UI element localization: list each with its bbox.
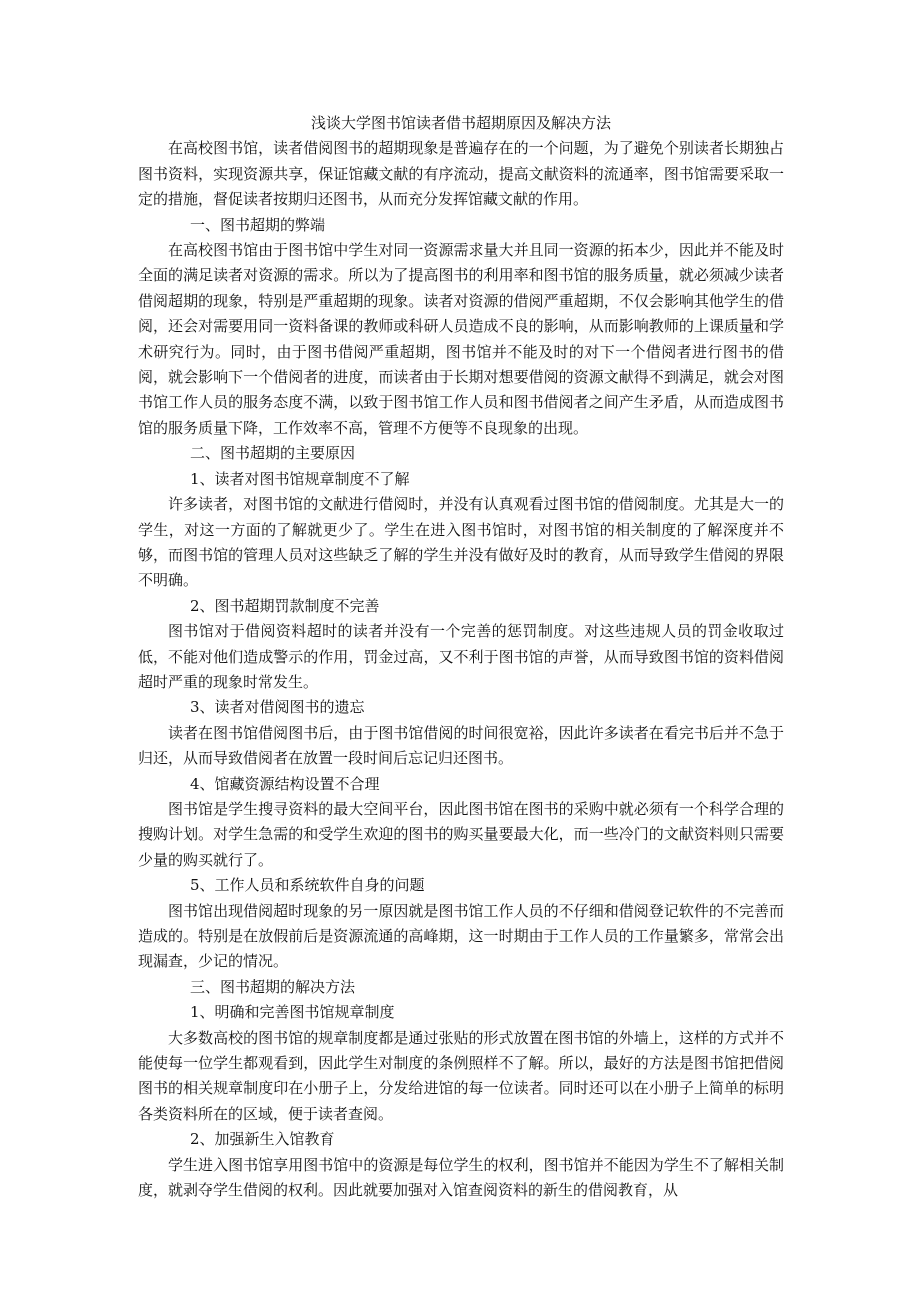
document-page — [138, 111, 784, 1203]
subsection-heading-2-5: 5、工作人员和系统软件自身的问题 — [190, 876, 425, 895]
subsection-paragraph-3-2: 学生进入图书馆享用图书馆中的资源是每位学生的权利，图书馆并不能因为学生不了解相关制度，就剥夺学生借阅的权利。因此就要加强对入馆查阅资料的新生的借阅教育，从 — [138, 1155, 784, 1200]
subsection-heading-2-1: 1、读者对图书馆规章制度不了解 — [190, 469, 410, 488]
intro-paragraph: 在高校图书馆，读者借阅图书的超期现象是普遍存在的一个问题，为了避免个别读者长期独占图书资料，实现资源共享，保证馆藏文献的有序流动，提高文献资料的流通率，图书馆需要采取一定的措施，督促读者按期归还图书，从而充分发挥馆藏文献的作用。 — [138, 139, 784, 209]
section-heading-1: 一、图书超期的弊端 — [190, 215, 326, 234]
subsection-heading-2-4: 4、馆藏资源结构设置不合理 — [190, 774, 380, 793]
subsection-paragraph-2-3: 读者在图书馆借阅图书后，由于图书馆借阅的时间很宽裕，因此许多读者在看完书后并不急于归还，从而导致借阅者在放置一段时间后忘记归还图书。 — [138, 723, 784, 768]
section-1-paragraph: 在高校图书馆由于图书馆中学生对同一资源需求量大并且同一资源的拓本少，因此并不能及时全面的满足读者对资源的需求。所以为了提高图书的利用率和图书馆的服务质量，就必须减少读者借阅超期的现象，特别是严重超期的现象。读者对资源的借阅严重超期，不仅会影响其他学生的借阅，还会对需要用同一资料备课的教师或科研人员造成不良的影响，从而影响教师的上课质量和学术研究行为。同时，由于图书借阅严重超期，图书馆并不能及时的对下一个借阅者进行图书的借阅，就会影响下一个借阅者的进度，而读者由于长期对想要借阅的资源文献得不到满足，就会对图书馆工作人员的服务态度不满，以致于图书馆工作人员和图书借阅者之间产生矛盾，从而造成图书馆的服务质量下降，工作效率不高，管理不方便等不良现象的出现。 — [138, 241, 784, 437]
document-title: 浅谈大学图书馆读者借书超期原因及解决方法 — [310, 114, 611, 132]
section-heading-3: 三、图书超期的解决方法 — [190, 977, 356, 996]
subsection-paragraph-3-1: 大多数高校的图书馆的规章制度都是通过张贴的形式放置在图书馆的外墙上，这样的方式并不能使每一位学生都观看到，因此学生对制度的条例照样不了解。所以，最好的方法是图书馆把借阅图书的相关规章制度印在小册子上，分发给进馆的每一位读者。同时还可以在小册子上简单的标明各类资料所在的区域，便于读者查阅。 — [138, 1028, 784, 1123]
subsection-paragraph-2-5: 图书馆出现借阅超时现象的另一原因就是图书馆工作人员的不仔细和借阅登记软件的不完善而造成的。特别是在放假前后是资源流通的高峰期，这一时期由于工作人员的工作量繁多，常常会出现漏查，少记的情况。 — [138, 901, 784, 971]
section-heading-2: 二、图书超期的主要原因 — [190, 444, 356, 463]
subsection-paragraph-2-2: 图书馆对于借阅资料超时的读者并没有一个完善的惩罚制度。对这些违规人员的罚金收取过低，不能对他们造成警示的作用，罚金过高，又不利于图书馆的声誉，从而导致图书馆的资料借阅超时严重的现象时常发生。 — [138, 622, 784, 691]
subsection-heading-2-3: 3、读者对借阅图书的遗忘 — [190, 698, 365, 717]
subsection-heading-3-1: 1、明确和完善图书馆规章制度 — [190, 1003, 395, 1022]
subsection-paragraph-2-4: 图书馆是学生搜寻资料的最大空间平台，因此图书馆在图书的采购中就必须有一个科学合理的搜购计划。对学生急需的和受学生欢迎的图书的购买量要最大化，而一些冷门的文献资料则只需要少量的购买就行了。 — [138, 799, 784, 869]
subsection-heading-2-2: 2、图书超期罚款制度不完善 — [190, 596, 380, 615]
subsection-heading-3-2: 2、加强新生入馆教育 — [190, 1130, 335, 1149]
subsection-paragraph-2-1: 许多读者，对图书馆的文献进行借阅时，并没有认真观看过图书馆的借阅制度。尤其是大一的学生，对这一方面的了解就更少了。学生在进入图书馆时，对图书馆的相关制度的了解深度并不够，而图书馆的管理人员对这些缺乏了解的学生并没有做好及时的教育，从而导致学生借阅的界限不明确。 — [138, 495, 784, 590]
